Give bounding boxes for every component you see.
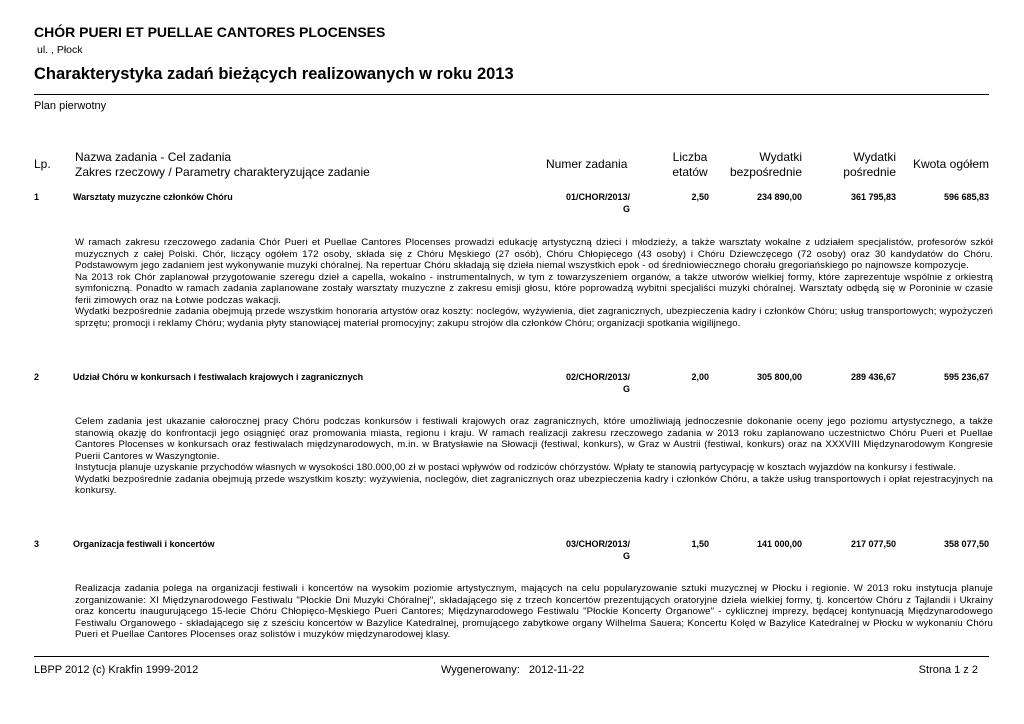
description-paragraph: Wydatki bezpośrednie zadania obejmują przede wszystkim koszty: wyżywienia, noclegów, diet zagranicznych oraz ubezpieczenia kadry i członków Chóru, a także usług transportowych i opłat rejestracyjnych na konkursy.: [75, 473, 993, 496]
row-number: [530, 538, 630, 562]
row-number-line1: 01/CHOR/2013/: [565, 192, 630, 202]
col-indirect-line2: pośrednie: [843, 165, 896, 179]
row-description: [75, 237, 993, 329]
col-direct-line2: bezpośrednie: [729, 165, 802, 179]
description-paragraph: Realizacja zadania polega na organizacji festiwali i koncertów na wysokim poziomie artystycznym, mających na celu popularyzowanie sztuki muzycznej w Płocku i regionie. W 2013 roku instytucja planuje zorganizowanie: XI Międzynarodowego Festiwalu "Płockie Dni Muzyki Chóralnej", składającego się z trzech koncertów prezentujących oratoryjne dzieła wielkiej formy, tj. koncertów Chóru z Tajlandii i Ukrainy oraz koncertu inaugurującego 15-lecie Chóru Chłopięco-Męskiego Pueri Cantores; Międzynarodowego Festiwalu "Płockie Koncerty Organowe" - cyklicznej imprezy, będącej kontynuacją Międzynarodowego Festiwalu Organowego - składającego się z sześciu koncertów w Bazylice Katedralnej, promującego zabytkowe organy Wilhelma Sauera; Koncertu Kolęd w Bazylice Katedralnej w Płocku w wykonaniu Chóru Pueri et Puellae Cantores Plocenses oraz solistów i muzyków międzynarodowej klasy.: [75, 583, 993, 640]
row-number: [530, 191, 630, 215]
description-paragraph: Celem zadania jest ukazanie całorocznej pracy Chóru podczas konkursów i festiwali krajowych oraz zagranicznych, które umożliwiają jednoczesnie dokonanie oceny jego poziomu artystycznego, a także stanowią okazję do konfrontacji jego osiągnięć oraz promowania miasta, regionu i kraju. W ramach realizacji zakresu rzeczowego zadania w 2013 roku zaplanowano uczestnictwo Chóru Pueri et Puellae Cantores Plocenses w konkursach oraz festiwalach międzynarodowych, m.in. w Bratysławie na Słowacji (festiwal, konkurs), w Graz w Austrii (festiwal, konkurs) oraz na XXXVIII Międzynarodowym Kongresie Puerii Cantores w Waszyngtonie.: [75, 416, 993, 462]
row-indirect: 217 077,50: [850, 539, 896, 549]
organization-name: CHÓR PUERI ET PUELLAE CANTORES PLOCENSES: [34, 24, 386, 40]
row-count: 1,50: [691, 539, 709, 549]
col-direct-line1: Wydatki: [759, 150, 802, 164]
col-indirect: [800, 150, 896, 180]
row-total: 595 236,67: [943, 372, 989, 382]
plan-label: Plan pierwotny: [34, 100, 107, 112]
row-description: [75, 416, 993, 497]
row-number-line2: G: [622, 551, 630, 561]
row-number-line2: G: [622, 384, 630, 394]
row-number-line1: 03/CHOR/2013/: [565, 539, 630, 549]
footer-generated: [441, 664, 584, 676]
row-direct: 234 890,00: [756, 192, 802, 202]
row-lp: 2: [34, 372, 40, 382]
row-indirect: 289 436,67: [850, 372, 896, 382]
row-count: 2,50: [691, 192, 709, 202]
col-name: [75, 150, 370, 180]
row-total: 596 685,83: [943, 192, 989, 202]
footer-generated-label: Wygenerowany:: [441, 664, 520, 676]
row-name: Warsztaty muzyczne członków Chóru: [73, 192, 233, 202]
row-description: [75, 583, 993, 641]
row-name: Organizacja festiwali i koncertów: [73, 539, 215, 549]
document-title: Charakterystyka zadań bieżących realizowanych w roku 2013: [34, 65, 514, 83]
row-number-line2: G: [622, 204, 630, 214]
footer-generated-date: 2012-11-22: [528, 664, 585, 676]
row-number: [530, 371, 630, 395]
col-name-line1: Nazwa zadania - Cel zadania: [75, 150, 232, 164]
row-direct: 305 800,00: [756, 372, 802, 382]
col-total: Kwota ogółem: [912, 157, 989, 171]
row-number-line1: 02/CHOR/2013/: [565, 372, 630, 382]
col-number: Numer zadania: [546, 157, 628, 171]
row-direct: 141 000,00: [756, 539, 802, 549]
col-count-line2: etatów: [672, 165, 708, 179]
col-name-line2: Zakres rzeczowy / Parametry charakteryzujące zadanie: [75, 165, 370, 179]
description-paragraph: Wydatki bezpośrednie zadania obejmują przede wszystkim honoraria artystów oraz koszty: noclegów, wyżywienia, diet zagranicznych, ubezpieczenia kadry i członków Chóru; usług transportowych; wypożyczeń sprzętu; promocji i reklamy Chóru; wydania płyty stanowiącej materiał promocyjny; zakupu strojów dla członków Chóru; organizacji spotkania wigilijnego.: [75, 306, 993, 329]
description-paragraph: Instytucja planuje uzyskanie przychodów własnych w wysokości 180.000,00 zł w postaci wpływów od rodziców chórzystów. Wpłaty te stanowią partycypację w kosztach wyjazdów na konkursy i festiwale.: [75, 462, 957, 473]
row-lp: 1: [34, 192, 40, 202]
row-lp: 3: [34, 539, 40, 549]
footer-copyright: LBPP 2012 (c) Krakfin 1999-2012: [34, 664, 199, 676]
description-paragraph: W ramach zakresu rzeczowego zadania Chór Pueri et Puellae Cantores Plocenses prowadzi edukację artystyczną dzieci i młodzieży, a także warsztaty wokalne z udziałem specjalistów, profesorów szkół muzycznych z całej Polski. Chór, liczący ogółem 172 osoby, składa się z Chóru Męskiego (27 osób), Chóru Chłopięcego (43 osoby) i Chóru Dziewczęcego (72 osoby) oraz 30 kandydatów do Chóru. Podstawowym jego zadaniem jest wykonywanie muzyki chóralnej. Na repertuar Chóru składają się dzieła niemal wszystkich epok - od średniowiecznego chorału gregoriańskiego po najnowsze kompozycje.: [75, 237, 993, 271]
organization-address: ul. , Płock: [37, 44, 83, 56]
row-indirect: 361 795,83: [850, 192, 896, 202]
row-name: Udział Chóru w konkursach i festiwalach krajowych i zagranicznych: [73, 372, 364, 382]
row-total: 358 077,50: [943, 539, 989, 549]
col-count-line1: Liczba: [672, 150, 708, 164]
footer-rule: [34, 656, 989, 657]
col-indirect-line1: Wydatki: [853, 150, 896, 164]
col-direct: [700, 150, 802, 180]
footer-page-number: Strona 1 z 2: [918, 664, 978, 676]
row-count: 2,00: [691, 372, 709, 382]
col-lp: Lp.: [34, 157, 51, 171]
header-rule: [34, 94, 989, 95]
description-paragraph: Na 2013 rok Chór zaplanował przygotowanie szeregu dzieł a capella, wokalno - instrumentalnych, w tym z towarzyszeniem organów, a także utworów wielkiej formy, które zaprezentuje wspólnie z orkiestrą symfoniczną. Ponadto w ramach zadania zaplanowane zostały warsztaty muzyczne z zakresu emisji głosu, które poprowadzą wybitni specjaliści muzyki chóralnej. Warsztaty odbędą się w Poroninie w czasie ferii zimowych oraz na Łotwie podczas wakacji.: [75, 271, 993, 306]
